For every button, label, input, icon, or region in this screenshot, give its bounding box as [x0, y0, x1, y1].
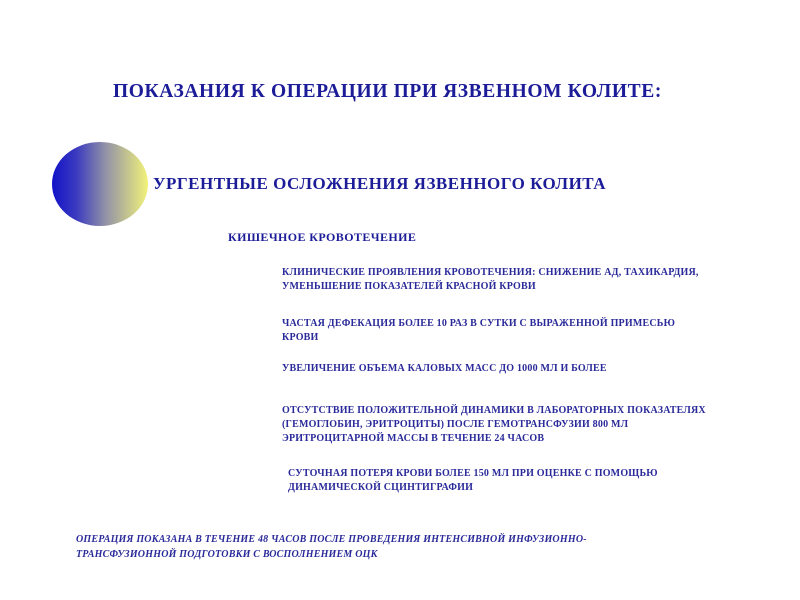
list-item-line: КЛИНИЧЕСКИЕ ПРОЯВЛЕНИЯ КРОВОТЕЧЕНИЯ: СНИЖЕНИЕ АД, ТАХИКАРДИЯ,: [282, 267, 699, 278]
list-item: [282, 404, 706, 446]
gradient-ellipse: [52, 142, 148, 226]
list-item-line: ДИНАМИЧЕСКОЙ СЦИНТИГРАФИИ: [288, 482, 474, 493]
list-item: [282, 362, 607, 376]
section-heading: КИШЕЧНОЕ КРОВОТЕЧЕНИЕ: [228, 230, 417, 244]
list-item-line: СУТОЧНАЯ ПОТЕРЯ КРОВИ БОЛЕЕ 150 МЛ ПРИ ОЦЕНКЕ С ПОМОЩЬЮ: [288, 468, 658, 479]
list-item-line: ЭРИТРОЦИТАРНОЙ МАССЫ В ТЕЧЕНИЕ 24 ЧАСОВ: [282, 433, 545, 444]
list-item-line: КРОВИ: [282, 332, 319, 343]
footer-line: ТРАНСФУЗИОННОЙ ПОДГОТОВКИ С ВОСПОЛНЕНИЕМ ОЦК: [76, 549, 378, 560]
list-item-line: ОТСУТСТВИЕ ПОЛОЖИТЕЛЬНОЙ ДИНАМИКИ В ЛАБОРАТОРНЫХ ПОКАЗАТЕЛЯХ: [282, 405, 706, 416]
slide-title: ПОКАЗАНИЯ К ОПЕРАЦИИ ПРИ ЯЗВЕННОМ КОЛИТЕ:: [113, 81, 662, 102]
list-item: [288, 467, 658, 495]
slide-subtitle: УРГЕНТНЫЕ ОСЛОЖНЕНИЯ ЯЗВЕННОГО КОЛИТА: [153, 174, 607, 193]
list-item: [282, 317, 675, 345]
list-item-line: (ГЕМОГЛОБИН, ЭРИТРОЦИТЫ) ПОСЛЕ ГЕМОТРАНСФУЗИИ 800 МЛ: [282, 419, 629, 430]
list-item: [282, 266, 699, 294]
footer-line: ОПЕРАЦИЯ ПОКАЗАНА В ТЕЧЕНИЕ 48 ЧАСОВ ПОСЛЕ ПРОВЕДЕНИЯ ИНТЕНСИВНОЙ ИНФУЗИОННО-: [76, 534, 587, 545]
list-item-line: ЧАСТАЯ ДЕФЕКАЦИЯ БОЛЕЕ 10 РАЗ В СУТКИ С ВЫРАЖЕННОЙ ПРИМЕСЬЮ: [282, 318, 676, 329]
list-item-line: УМЕНЬШЕНИЕ ПОКАЗАТЕЛЕЙ КРАСНОЙ КРОВИ: [282, 281, 536, 292]
footer-note: [76, 532, 587, 562]
list-item-line: УВЕЛИЧЕНИЕ ОБЪЕМА КАЛОВЫХ МАСС ДО 1000 МЛ И БОЛЕЕ: [282, 363, 607, 374]
